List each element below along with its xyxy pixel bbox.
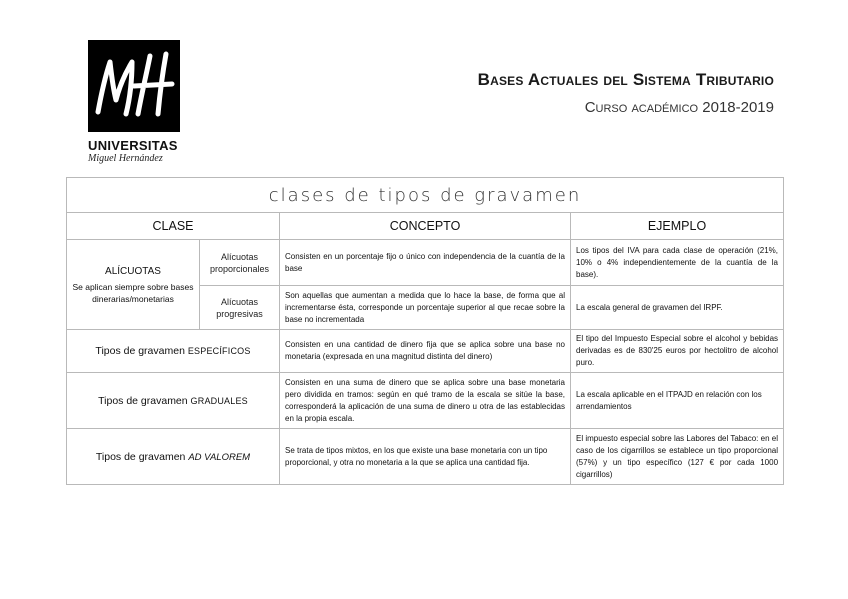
table-row (67, 240, 784, 286)
alicuotas-cell (67, 240, 200, 330)
tipo-prefix: Tipos de gravamen (95, 450, 189, 463)
alicuotas-label: ALÍCUOTAS (105, 265, 161, 277)
document-subtitle: Curso académico 2018-2019 (584, 99, 774, 116)
logo-name: UNIVERSITAS (88, 138, 178, 153)
alicuotas-note: Se aplican siempre sobre bases dinerarias/monetarias (72, 281, 194, 304)
tipo-kind: AD VALOREM (188, 451, 251, 463)
example-cell: Los tipos del IVA para cada clase de operación (21%, 10% o 4% independientemente de la cuantía de la base). (571, 240, 784, 286)
concept-cell: Consisten en una cantidad de dinero fija que se aplica sobre una base no monetaria (expresada en una magnitud distinta del dinero) (280, 330, 571, 373)
logo-subname: Miguel Hernández (88, 153, 163, 164)
example-cell: El tipo del Impuesto Especial sobre el alcohol y bebidas derivadas es de 830'25 euros por hectolitro de alcohol puro. (571, 330, 784, 373)
column-header-concepto: CONCEPTO (280, 213, 571, 240)
tax-rates-table (66, 177, 784, 485)
tipo-graduales-cell (67, 373, 280, 429)
subtype-proporcionales: Alícuotas proporcionales (200, 240, 280, 286)
table-row (67, 429, 784, 485)
table-row (67, 373, 784, 429)
concept-cell: Se trata de tipos mixtos, en los que existe una base monetaria con un tipo proporcional, y otra no monetaria a la que se aplica una cantidad fija. (280, 429, 571, 485)
document-title: Bases Actuales del Sistema Tributario (477, 70, 774, 89)
column-header-ejemplo: EJEMPLO (571, 213, 784, 240)
column-header-clase: CLASE (67, 213, 280, 240)
mh-logo-icon (88, 40, 180, 132)
tipo-kind: GRADUALES (190, 395, 248, 406)
tipo-prefix: Tipos de gravamen (95, 345, 188, 357)
concept-cell: Consisten en un porcentaje fijo o único con independencia de la cuantía de la base (280, 240, 571, 286)
tipo-kind: ESPECÍFICOS (187, 346, 251, 356)
tipo-prefix: Tipos de gravamen (98, 394, 191, 407)
table-header-row (67, 213, 784, 240)
concept-cell: Consisten en una suma de dinero que se aplica sobre una base monetaria pero dividida en tramos: según en qué tramo de la escala se sitúe la base, corresponderá la aplicación de una suma de dinero u otra de las establecidas en la propia escala. (280, 373, 571, 429)
subtype-progresivas: Alícuotas progresivas (200, 286, 280, 330)
concept-cell: Son aquellas que aumentan a medida que lo hace la base, de forma que al incrementarse ésta, corresponde un porcentaje superior al que recae sobre la base no incrementada (280, 286, 571, 330)
example-cell: El impuesto especial sobre las Labores del Tabaco: en el caso de los cigarrillos se establece un tipo proporcional (57%) y un tipo específico (127 € por cada 1000 cigarrillos) (571, 429, 784, 485)
table-row (67, 330, 784, 373)
university-logo (88, 40, 184, 164)
example-cell: La escala general de gravamen del IRPF. (571, 286, 784, 330)
tipo-especificos-cell (67, 330, 280, 373)
example-cell: La escala aplicable en el ITPAJD en relación con los arrendamientos (571, 373, 784, 429)
table-banner: clases de tipos de gravamen (67, 178, 784, 213)
tipo-ad-valorem-cell (67, 429, 280, 485)
